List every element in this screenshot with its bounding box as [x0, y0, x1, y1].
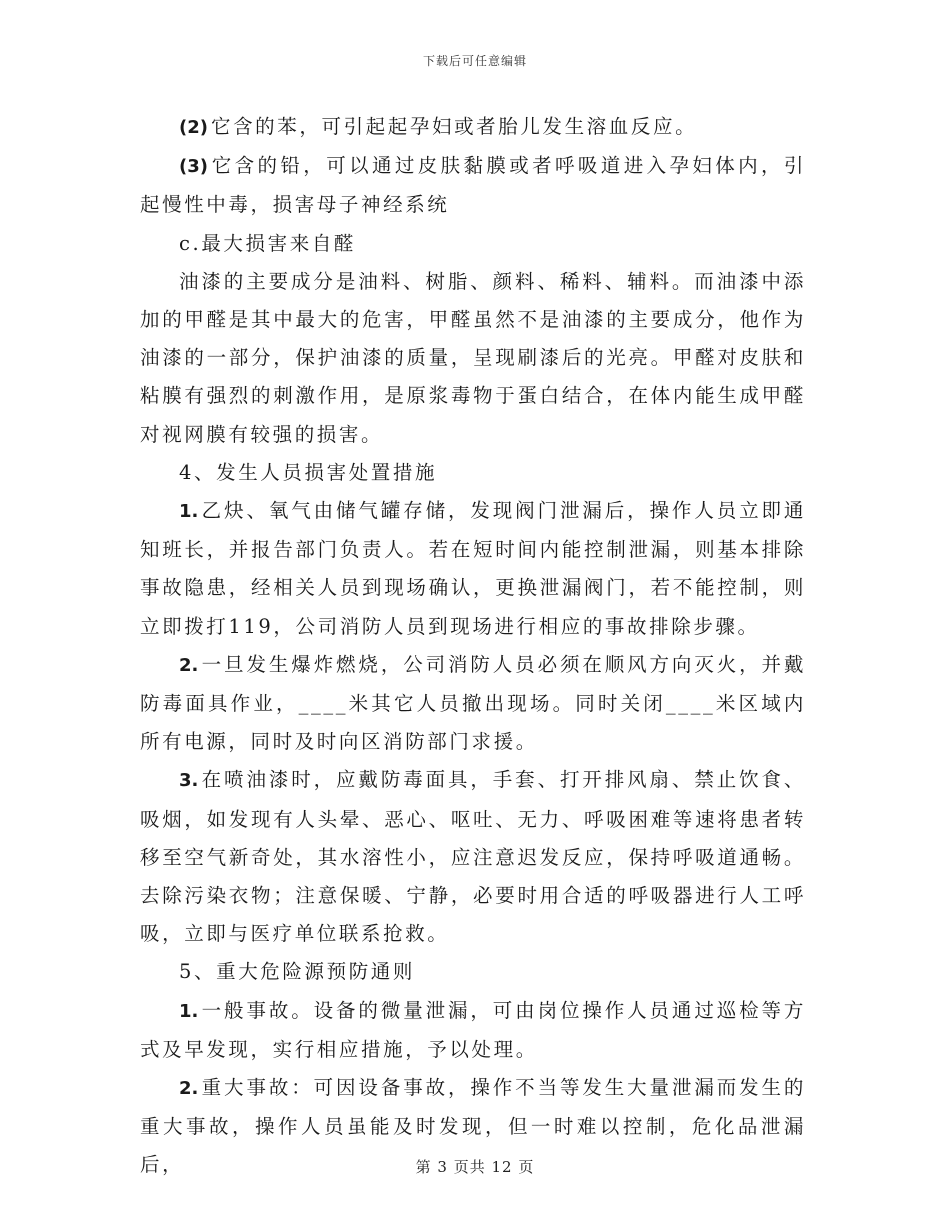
paragraph-text: 重大事故：可因设备事故，操作不当等发生大量泄漏而发生的重大事故，操作人员虽能及时发现，但一时难以控制，危化品泄漏后，	[140, 1076, 806, 1177]
subheading-formaldehyde	[140, 225, 806, 263]
paragraph-text: 它含的苯，可引起起孕妇或者胎儿发生溶血反应。	[210, 115, 698, 138]
item-number: 2.	[179, 654, 199, 676]
paragraph-text: 乙炔、氧气由储气罐存储，发现阀门泄漏后，操作人员立即通知班长，并报告部门负责人。若在短时间内能控制泄漏，则基本排除事故隐患，经相关人员到现场确认，更换泄漏阀门，若不能控制，则立即拨打119，公司消防人员到现场进行相应的事故排除步骤。	[140, 499, 806, 638]
item-number: 1.	[179, 501, 199, 523]
paragraph-general-accident	[140, 992, 806, 1069]
paragraph-text: 在喷油漆时，应戴防毒面具，手套、打开排风扇、禁止饮食、吸烟，如发现有人头晕、恶心、呕吐、无力、呼吸困难等速将患者转移至空气新奇处，其水溶性小，应注意迟发反应，保持呼吸道通畅。去除污染衣物；注意保暖、宁静，必要时用合适的呼吸器进行人工呼吸，立即与医疗单位联系抢救。	[140, 768, 806, 946]
paragraph-text: 5、重大危险源预防通则	[179, 960, 416, 984]
paragraph-measure-1	[140, 492, 806, 646]
item-number: 1.	[179, 1000, 199, 1022]
paragraph-lead	[140, 147, 806, 224]
item-number: 2.	[179, 1078, 199, 1100]
item-number: (3)	[179, 156, 208, 178]
paragraph-text: 它含的铅，可以通过皮肤黏膜或者呼吸道进入孕妇体内，引起慢性中毒，损害母子神经系统	[140, 154, 806, 217]
paragraph-measure-2	[140, 646, 806, 762]
section-heading-4	[140, 454, 806, 492]
section-heading-5	[140, 953, 806, 991]
page-header: 下载后可任意编辑	[422, 54, 527, 68]
item-number: 3.	[179, 770, 199, 792]
document-body	[140, 108, 806, 1185]
page-number: 第 3 页共 12 页	[415, 1158, 535, 1176]
paragraph-text: 油漆的主要成分是油料、树脂、颜料、稀料、辅料。而油漆中添加的甲醛是其中最大的危害，甲醛虽然不是油漆的主要成分，他作为油漆的一部分，保护油漆的质量，呈现刷漆后的光亮。甲醛对皮肤和粘膜有强烈的刺激作用，是原浆毒物于蛋白结合，在体内能生成甲醛对视网膜有较强的损害。	[140, 269, 806, 446]
item-number: (2)	[179, 117, 208, 138]
paragraph-paint-composition	[140, 263, 806, 454]
paragraph-measure-3	[140, 761, 806, 953]
paragraph-benzene	[140, 108, 806, 147]
paragraph-text: 一旦发生爆炸燃烧，公司消防人员必须在顺风方向灭火，并戴防毒面具作业，____米其它人员撤出现场。同时关闭____米区域内所有电源，同时及时向区消防部门求援。	[140, 652, 806, 754]
paragraph-text: 一般事故。设备的微量泄漏，可由岗位操作人员通过巡检等方式及早发现，实行相应措施，予以处理。	[140, 998, 806, 1061]
paragraph-text: 4、发生人员损害处置措施	[179, 460, 438, 484]
paragraph-text: c.最大损害来自醛	[179, 231, 357, 255]
